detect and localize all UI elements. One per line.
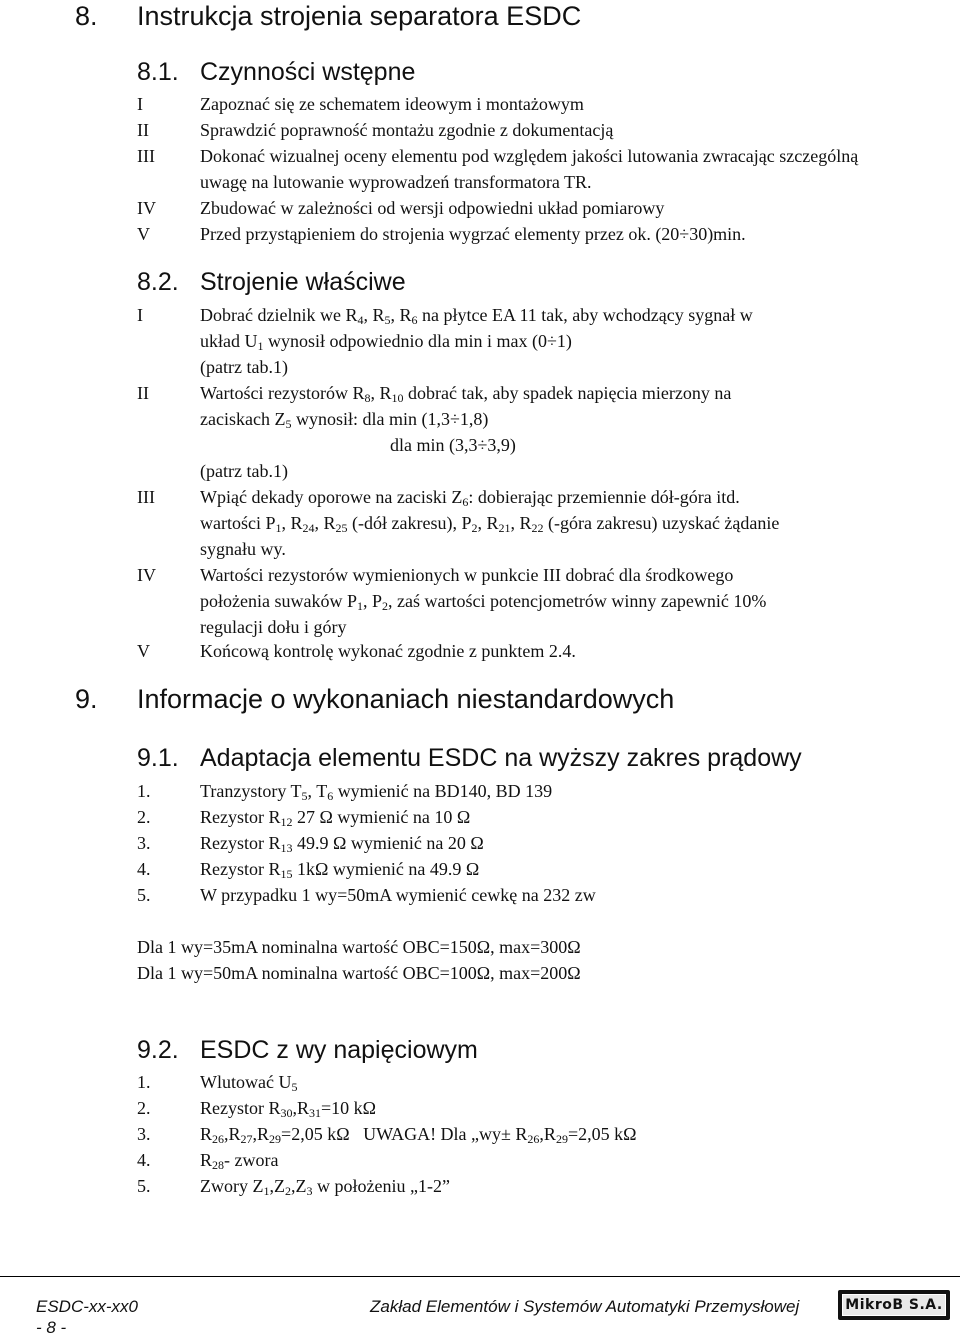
text: na płytce EA 11 tak, aby wchodzący sygnał w: [417, 305, 753, 325]
subscript: 2: [382, 599, 388, 613]
text: =10 kΩ: [321, 1098, 377, 1118]
text: wymienić na BD140, BD 139: [333, 781, 553, 801]
item-9-1-2: [200, 804, 470, 830]
text: , T: [307, 781, 328, 801]
text: dobrać tak, aby spadek napięcia mierzony na: [403, 383, 732, 403]
text: ,R: [539, 1124, 556, 1144]
subscript: 1: [263, 1184, 270, 1198]
text: (-góra zakresu) uzyskać żądanie: [543, 513, 780, 533]
text: ,Z: [269, 1176, 285, 1196]
subscript: 2: [284, 1184, 291, 1198]
subscript: 2: [471, 521, 478, 535]
subscript: 21: [498, 521, 511, 535]
subscript: 13: [280, 841, 293, 855]
item-9-1-3: [200, 830, 484, 856]
subscript: 27: [240, 1132, 253, 1146]
step-marker: V: [137, 224, 150, 244]
footer-doc-code: ESDC-xx-xx0: [36, 1297, 139, 1316]
item-9-1-1-marker: 1.: [137, 781, 151, 801]
step-text: Sprawdzić poprawność montażu zgodnie z dokumentacją: [200, 120, 614, 140]
item-9-1-4: [200, 856, 479, 882]
text: 49.9 Ω wymienić na 20 Ω: [292, 833, 484, 853]
text: =2,05 kΩ: [567, 1124, 637, 1144]
text: układ U: [200, 331, 258, 351]
text: Rezystor R: [200, 807, 281, 827]
text: wynosił odpowiednio dla min i max (0÷1): [263, 331, 572, 351]
text: , P: [362, 591, 382, 611]
item-9-2-3: [200, 1121, 636, 1147]
text: 1kΩ wymienić na 49.9 Ω: [292, 859, 480, 879]
subscript: 5: [291, 1080, 298, 1094]
item-9-2-2: [200, 1095, 376, 1121]
subsection-title: Czynności wstępne: [200, 58, 416, 86]
text: Rezystor R: [200, 859, 281, 879]
section-8-heading: [75, 0, 675, 32]
subscript: 10: [391, 391, 404, 405]
subscript: 15: [280, 867, 293, 881]
text: Dobrać dzielnik we R: [200, 305, 358, 325]
text: Wlutować U: [200, 1072, 292, 1092]
step-8-2-i-marker: I: [137, 305, 143, 325]
text: , R: [390, 305, 412, 325]
item-9-2-4: [200, 1147, 278, 1173]
subscript: 25: [335, 521, 348, 535]
subscript: 5: [301, 789, 308, 803]
step-text: Zapoznać się ze schematem ideowym i montażowym: [200, 94, 584, 114]
text: ,R: [224, 1124, 241, 1144]
footer-divider: [0, 1276, 960, 1277]
step-8-2-iv-line-2: [200, 588, 766, 614]
text: , R: [370, 383, 392, 403]
text: , zaś wartości potencjometrów winny zapewnić 10%: [388, 591, 767, 611]
subsection-number: 8.2.: [137, 268, 179, 296]
section-9-heading: [75, 683, 835, 715]
text: =2,05 kΩ UWAGA! Dla „wy± R: [281, 1124, 528, 1144]
item-9-2-1-marker: 1.: [137, 1072, 151, 1092]
item-9-1-5: W przypadku 1 wy=50mA wymienić cewkę na 232 zw: [200, 885, 596, 905]
step-marker: I: [137, 94, 143, 114]
text: wynosił: dla min (1,3÷1,8): [291, 409, 489, 429]
step-8-2-iii-marker: III: [137, 487, 155, 507]
subsection-8-1-heading: [137, 57, 416, 87]
step-8-2-ii-line-3: dla min (3,3÷3,9): [390, 435, 516, 455]
subsection-9-1-heading: [137, 743, 802, 773]
subscript: 3: [306, 1184, 313, 1198]
step-8-2-ii-line-4: (patrz tab.1): [200, 461, 288, 481]
subscript: 1: [356, 599, 363, 613]
item-9-1-1: [200, 778, 552, 804]
step-8-2-v-line-1: Końcową kontrolę wykonać zgodnie z punktem 2.4.: [200, 641, 576, 661]
section-title: Informacje o wykonaniach niestandardowych: [137, 684, 675, 714]
text: R: [200, 1124, 213, 1144]
logo-plate: [842, 1294, 946, 1316]
item-9-1-2-marker: 2.: [137, 807, 151, 827]
text: , R: [477, 513, 499, 533]
subscript: 26: [212, 1132, 225, 1146]
step-text: Przed przystąpieniem do strojenia wygrzać elementy przez ok. (20÷30)min.: [200, 224, 746, 244]
subsection-8-2-heading: [137, 267, 406, 297]
text: ,Z: [290, 1176, 307, 1196]
text: Rezystor R: [200, 833, 281, 853]
subscript: 6: [462, 495, 469, 509]
subsection-number: 9.1.: [137, 744, 179, 772]
subsection-number: 8.1.: [137, 58, 179, 86]
subscript: 24: [302, 521, 315, 535]
subscript: 8: [364, 391, 371, 405]
text: 27 Ω wymienić na 10 Ω: [292, 807, 471, 827]
step-marker: II: [137, 120, 149, 140]
subscript: 5: [384, 313, 391, 327]
subscript: 29: [269, 1132, 282, 1146]
subscript: 12: [280, 815, 293, 829]
subsection-title: ESDC z wy napięciowym: [200, 1036, 478, 1064]
subscript: 1: [275, 521, 282, 535]
text: R: [200, 1150, 213, 1170]
section-number: 8.: [75, 1, 98, 31]
section-number: 9.: [75, 684, 98, 714]
step-8-2-ii-line-1: [200, 380, 731, 406]
note-50ma: Dla 1 wy=50mA nominalna wartość OBC=100Ω, max=200Ω: [137, 963, 581, 983]
step-8-2-iii-line-1: [200, 484, 740, 510]
item-9-2-4-marker: 4.: [137, 1150, 151, 1170]
subscript: 31: [309, 1106, 322, 1120]
item-9-2-3-marker: 3.: [137, 1124, 151, 1144]
note-35ma: Dla 1 wy=35mA nominalna wartość OBC=150Ω, max=300Ω: [137, 937, 581, 957]
step-8-2-ii-line-2: [200, 406, 488, 432]
subsection-title: Strojenie właściwe: [200, 268, 406, 296]
text: wartości P: [200, 513, 276, 533]
step-8-2-iii-line-2: [200, 510, 779, 536]
item-9-2-2-marker: 2.: [137, 1098, 151, 1118]
subscript: 30: [280, 1106, 293, 1120]
step-8-2-iv-line-3: regulacji dołu i góry: [200, 617, 347, 637]
step-text: Zbudować w zależności od wersji odpowiedni układ pomiarowy: [200, 198, 665, 218]
footer-page-number: - 8 -: [36, 1318, 67, 1337]
item-9-1-4-marker: 4.: [137, 859, 151, 879]
step-marker: III: [137, 146, 155, 166]
step-8-2-i-line-1: [200, 302, 753, 328]
subscript: 28: [212, 1158, 225, 1172]
item-9-2-5: [200, 1173, 450, 1199]
text: położenia suwaków P: [200, 591, 357, 611]
subsection-number: 9.2.: [137, 1036, 179, 1064]
subscript: 1: [257, 339, 264, 353]
text: zaciskach Z: [200, 409, 286, 429]
text: , R: [363, 305, 385, 325]
logo-text: MikroB S.A.: [845, 1297, 943, 1313]
text: , R: [314, 513, 336, 533]
step-marker: IV: [137, 198, 156, 218]
subscript: 5: [285, 417, 292, 431]
subsection-title: Adaptacja elementu ESDC na wyższy zakres prądowy: [200, 744, 802, 772]
text: Tranzystory T: [200, 781, 302, 801]
subscript: 6: [411, 313, 418, 327]
step-8-2-i-line-2: [200, 328, 572, 354]
text: : dobierając przemiennie dół-góra itd.: [468, 487, 740, 507]
text: (-dół zakresu), P: [347, 513, 472, 533]
subscript: 29: [555, 1132, 568, 1146]
text: , R: [281, 513, 303, 533]
text: Rezystor R: [200, 1098, 281, 1118]
subscript: 26: [527, 1132, 540, 1146]
text: w położeniu „1-2”: [312, 1176, 450, 1196]
text: Zwory Z: [200, 1176, 264, 1196]
step-8-2-ii-marker: II: [137, 383, 149, 403]
item-9-1-3-marker: 3.: [137, 833, 151, 853]
subscript: 4: [357, 313, 364, 327]
text: Wpiąć dekady oporowe na zaciski Z: [200, 487, 463, 507]
step-8-2-v-marker: V: [137, 641, 150, 661]
text: - zwora: [224, 1150, 279, 1170]
step-8-2-iv-line-1: Wartości rezystorów wymienionych w punkcie III dobrać dla środkowego: [200, 565, 734, 585]
text: ,R: [252, 1124, 270, 1144]
step-8-2-iii-line-3: sygnału wy.: [200, 539, 286, 559]
subsection-9-2-heading: [137, 1035, 478, 1065]
step-8-2-i-line-3: (patrz tab.1): [200, 357, 288, 377]
subscript: 6: [327, 789, 334, 803]
text: Wartości rezystorów R: [200, 383, 365, 403]
item-9-1-5-marker: 5.: [137, 885, 151, 905]
company-logo: [838, 1290, 950, 1320]
item-9-2-1: [200, 1069, 297, 1095]
section-title: Instrukcja strojenia separatora ESDC: [137, 1, 582, 31]
footer-company: Zakład Elementów i Systemów Automatyki Przemysłowej: [370, 1297, 800, 1316]
text: , R: [510, 513, 532, 533]
subscript: 22: [531, 521, 544, 535]
step-text: Dokonać wizualnej oceny elementu pod względem jakości lutowania zwracając szczególną uwagę na lutowanie wyprowadzeń transformatora TR.: [200, 146, 859, 192]
text: ,R: [292, 1098, 310, 1118]
step-8-2-iv-marker: IV: [137, 565, 156, 585]
item-9-2-5-marker: 5.: [137, 1176, 151, 1196]
